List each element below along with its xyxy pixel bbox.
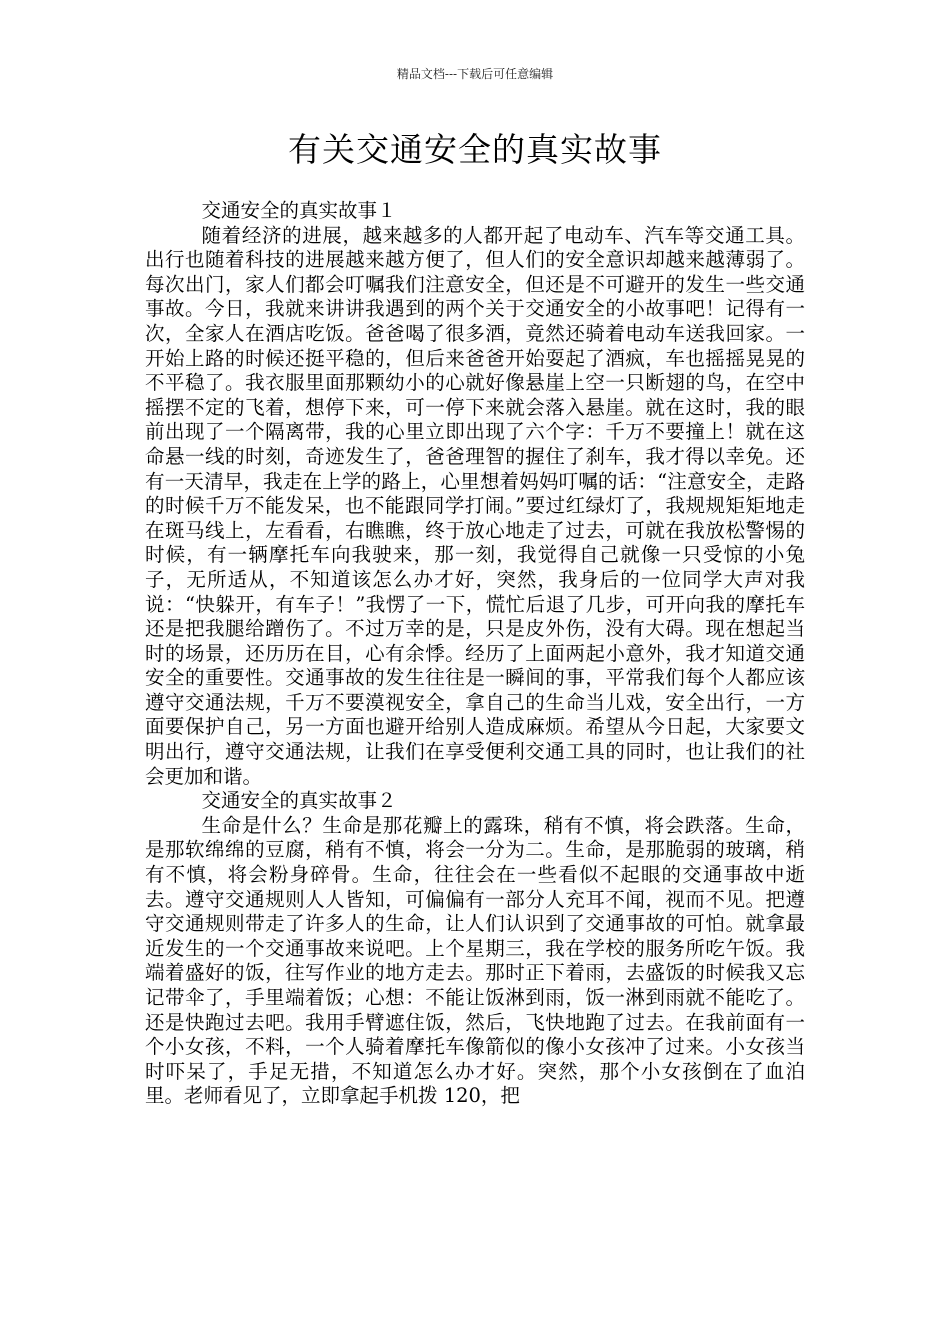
section-heading: 交通安全的真实故事１ — [201, 199, 397, 222]
section-paragraph: 随着经济的进展，越来越多的人都开起了电动车、汽车等交通工具。出行也随着科技的进展越来越方便了，但人们的安全意识却越来越薄弱了。每次出门，家人们都会叮嘱我们注意安全，但还是不可避开的发生一些交通事故。今日，我就来讲讲我遇到的两个关于交通安全的小故事吧！记得有一次，全家人在酒店吃饭。爸爸喝了很多酒，竟然还骑着电动车送我回家。一开始上路的时候还挺平稳的，但后来爸爸开始耍起了酒疯，车也摇摇晃晃的不平稳了。我衣服里面那颗幼小的心就好像悬崖上空一只断翅的鸟，在空中摇摆不定的飞着，想停下来，可一停下来就会落入悬崖。就在这时，我的眼前出现了一个隔离带，我的心里立即出现了六个字：千万不要撞上！就在这命悬一线的时刻，奇迹发生了，爸爸理智的握住了刹车，我才得以幸免。还有一天清早，我走在上学的路上，心里想着妈妈叮嘱的话：“注意安全，走路的时候千万不能发呆，也不能跟同学打闹。”要过红绿灯了，我规规矩矩地走在斑马线上，左看看，右瞧瞧，终于放心地走了过去，可就在我放松警惕的时候，有一辆摩托车向我驶来，那一刻，我觉得自己就像一只受惊的小兔子，无所适从，不知道该怎么办才好，突然，我身后的一位同学大声对我说：“快躲开，有车子！”我愣了一下，慌忙后退了几步，可开向我的摩托车还是把我腿给蹭伤了。不过万幸的是，只是皮外伤，没有大碍。现在想起当时的场景，还历历在目，心有余悸。经历了上面两起小意外，我才知道交通安全的重要性。交通事故的发生往往是一瞬间的事，平常我们每个人都应该遵守交通法规，千万不要漠视安全，拿自己的生命当儿戏，安全出行，一方面要保护自己，另一方面也避开给别人造成麻烦。希望从今日起，大家要文明出行，遵守交通法规，让我们在享受便利交通工具的同时，也让我们的社会更加和谐。 — [145, 223, 805, 788]
section-paragraph: 生命是什么？生命是那花瓣上的露珠，稍有不慎，将会跌落。生命，是那软绵绵的豆腐，稍有不慎，将会一分为二。生命，是那脆弱的玻璃，稍有不慎，将会粉身碎骨。生命，往往会在一些看似不起眼的交通事故中逝去。遵守交通规则人人皆知，可偏偏有一部分人充耳不闻，视而不见。把遵守交通规则带走了许多人的生命，让人们认识到了交通事故的可怕。就拿最近发生的一个交通事故来说吧。上个星期三，我在学校的服务所吃午饭。我端着盛好的饭，往写作业的地方走去。那时正下着雨，去盛饭的时候我又忘记带伞了，手里端着饭；心想：不能让饭淋到雨，饭一淋到雨就不能吃了。还是快跑过去吧。我用手臂遮住饭，然后，飞快地跑了过去。在我前面有一个小女孩，不料，一个人骑着摩托车像箭似的像小女孩冲了过来。小女孩当时吓呆了，手足无措，不知道怎么办才好。突然，那个小女孩倒在了血泊里。老师看见了，立即拿起手机拨 120，把 — [145, 813, 805, 1108]
section-heading: 交通安全的真实故事２ — [201, 789, 397, 813]
article-body — [145, 199, 805, 1109]
document-title: 有关交通安全的真实故事 — [288, 130, 662, 169]
page-header: 精品文档---下载后可任意编辑 — [396, 67, 554, 81]
